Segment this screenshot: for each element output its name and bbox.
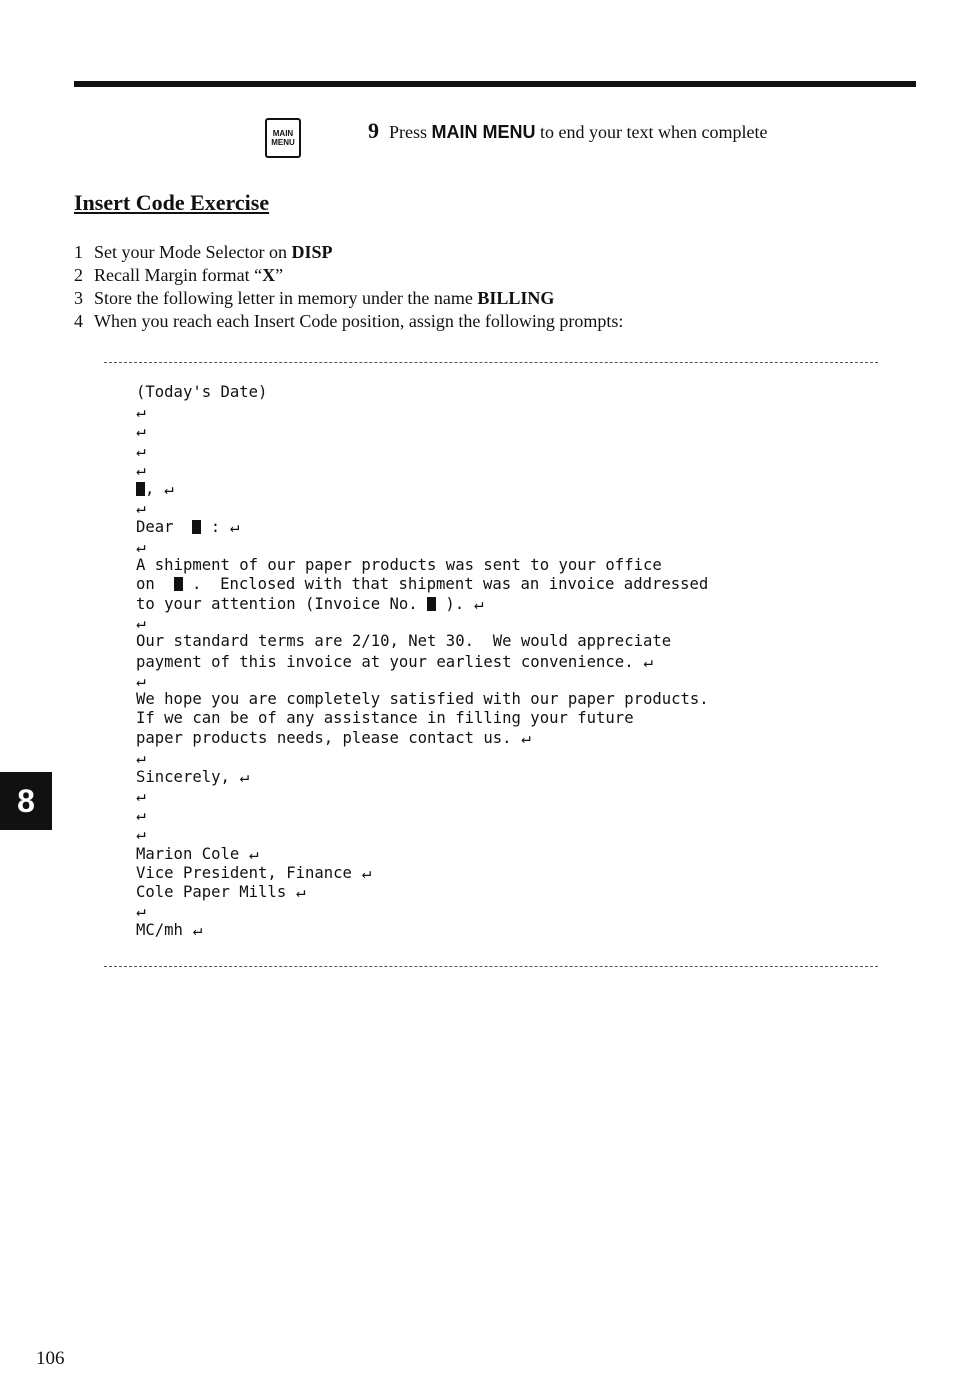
key-label-menu: MENU xyxy=(271,138,295,147)
letter-text: Dear xyxy=(136,518,193,537)
letter-text: , xyxy=(145,479,155,498)
return-arrow-icon: ↵ xyxy=(136,421,146,441)
return-arrow-icon: ↵ xyxy=(511,728,531,748)
return-arrow-icon: ↵ xyxy=(220,517,240,537)
exercise-step: 1 Set your Mode Selector on DISP xyxy=(74,242,333,262)
letter-line xyxy=(136,863,709,882)
letter-line xyxy=(136,421,709,440)
letter-line xyxy=(136,882,709,901)
return-arrow-icon: ↵ xyxy=(182,920,203,940)
letter-line xyxy=(136,517,709,536)
letter-line xyxy=(136,748,709,767)
letter-line xyxy=(136,652,709,671)
letter-line xyxy=(136,632,709,651)
letter-text: Vice President, Finance xyxy=(136,863,352,882)
exercise-step: 2 Recall Margin format “X” xyxy=(74,265,284,285)
return-arrow-icon: ↵ xyxy=(136,824,146,844)
letter-line xyxy=(136,671,709,690)
letter-text: Marion Cole xyxy=(136,844,240,863)
letter-text: MC/mh xyxy=(136,921,183,940)
exercise-step: 3 Store the following letter in memory under the name BILLING xyxy=(74,288,555,308)
insert-code-cursor-icon xyxy=(192,520,201,534)
return-arrow-icon: ↵ xyxy=(136,613,146,633)
letter-text: to your attention (Invoice No. xyxy=(136,595,428,614)
return-arrow-icon: ↵ xyxy=(136,498,146,518)
step-keyword: MAIN MENU xyxy=(431,122,536,142)
letter-line xyxy=(136,479,709,498)
return-arrow-icon: ↵ xyxy=(229,766,250,786)
return-arrow-icon: ↵ xyxy=(239,843,259,863)
letter-text: A shipment of our paper products was sent to your office xyxy=(136,555,662,574)
letter-line xyxy=(136,383,709,402)
return-arrow-icon: ↵ xyxy=(154,478,174,498)
key-label-main: MAIN xyxy=(272,129,294,138)
return-arrow-icon: ↵ xyxy=(136,440,146,460)
insert-code-cursor-icon xyxy=(136,482,145,496)
letter-text: We hope you are completely satisfied with our paper products. xyxy=(136,690,709,708)
letter-line xyxy=(136,786,709,805)
return-arrow-icon: ↵ xyxy=(286,881,306,901)
letter-line xyxy=(136,613,709,632)
letter-body xyxy=(136,383,709,939)
return-arrow-icon: ↵ xyxy=(136,670,146,690)
exercise-step: 4 When you reach each Insert Code position, assign the following prompts: xyxy=(74,311,624,331)
section-heading: Insert Code Exercise xyxy=(74,190,270,215)
letter-top-dashed-rule xyxy=(104,362,878,363)
return-arrow-icon: ↵ xyxy=(351,862,372,882)
exercise-steps xyxy=(74,241,623,333)
letter-line xyxy=(136,460,709,479)
return-arrow-icon: ↵ xyxy=(464,594,484,614)
letter-text: ). xyxy=(436,595,465,614)
letter-text: Cole Paper Mills xyxy=(136,882,287,901)
return-arrow-icon: ↵ xyxy=(136,402,146,422)
letter-line xyxy=(136,728,709,747)
letter-text: : xyxy=(201,518,221,537)
chapter-tab: 8 xyxy=(0,772,52,830)
letter-line xyxy=(136,690,709,709)
letter-text: (Today's Date) xyxy=(136,383,268,401)
insert-code-cursor-icon xyxy=(174,577,183,591)
letter-line xyxy=(136,901,709,920)
letter-text: on xyxy=(136,574,174,593)
return-arrow-icon: ↵ xyxy=(136,459,146,479)
return-arrow-icon: ↵ xyxy=(136,805,146,825)
letter-line xyxy=(136,441,709,460)
step-text-post: to end your text when complete xyxy=(535,122,768,142)
letter-text: Sincerely, xyxy=(136,767,230,786)
letter-line xyxy=(136,575,709,594)
letter-text: . Enclosed with that shipment was an invoice addressed xyxy=(182,574,709,593)
insert-code-cursor-icon xyxy=(427,597,436,611)
step-number: 9 xyxy=(368,118,379,143)
letter-line xyxy=(136,844,709,863)
step-text-pre: Press xyxy=(389,122,432,142)
main-menu-key-icon xyxy=(265,118,301,158)
page-number: 106 xyxy=(36,1348,65,1369)
return-arrow-icon: ↵ xyxy=(136,747,146,767)
letter-line xyxy=(136,537,709,556)
top-rule xyxy=(74,81,916,87)
return-arrow-icon: ↵ xyxy=(136,785,146,805)
letter-line xyxy=(136,402,709,421)
return-arrow-icon: ↵ xyxy=(633,651,653,671)
letter-text: payment of this invoice at your earliest convenience. xyxy=(136,652,634,671)
step-9-instruction xyxy=(368,118,767,144)
letter-line xyxy=(136,594,709,613)
letter-text: Our standard terms are 2/10, Net 30. We would appreciate xyxy=(136,632,672,651)
letter-line xyxy=(136,709,709,728)
letter-line xyxy=(136,824,709,843)
letter-text: If we can be of any assistance in filling your future xyxy=(136,709,634,728)
letter-line xyxy=(136,920,709,939)
return-arrow-icon: ↵ xyxy=(136,536,146,556)
return-arrow-icon: ↵ xyxy=(136,901,146,921)
letter-line xyxy=(136,556,709,575)
letter-line xyxy=(136,767,709,786)
letter-text: paper products needs, please contact us. xyxy=(136,729,512,748)
letter-line xyxy=(136,498,709,517)
letter-bottom-dashed-rule xyxy=(104,966,878,967)
letter-line xyxy=(136,805,709,824)
